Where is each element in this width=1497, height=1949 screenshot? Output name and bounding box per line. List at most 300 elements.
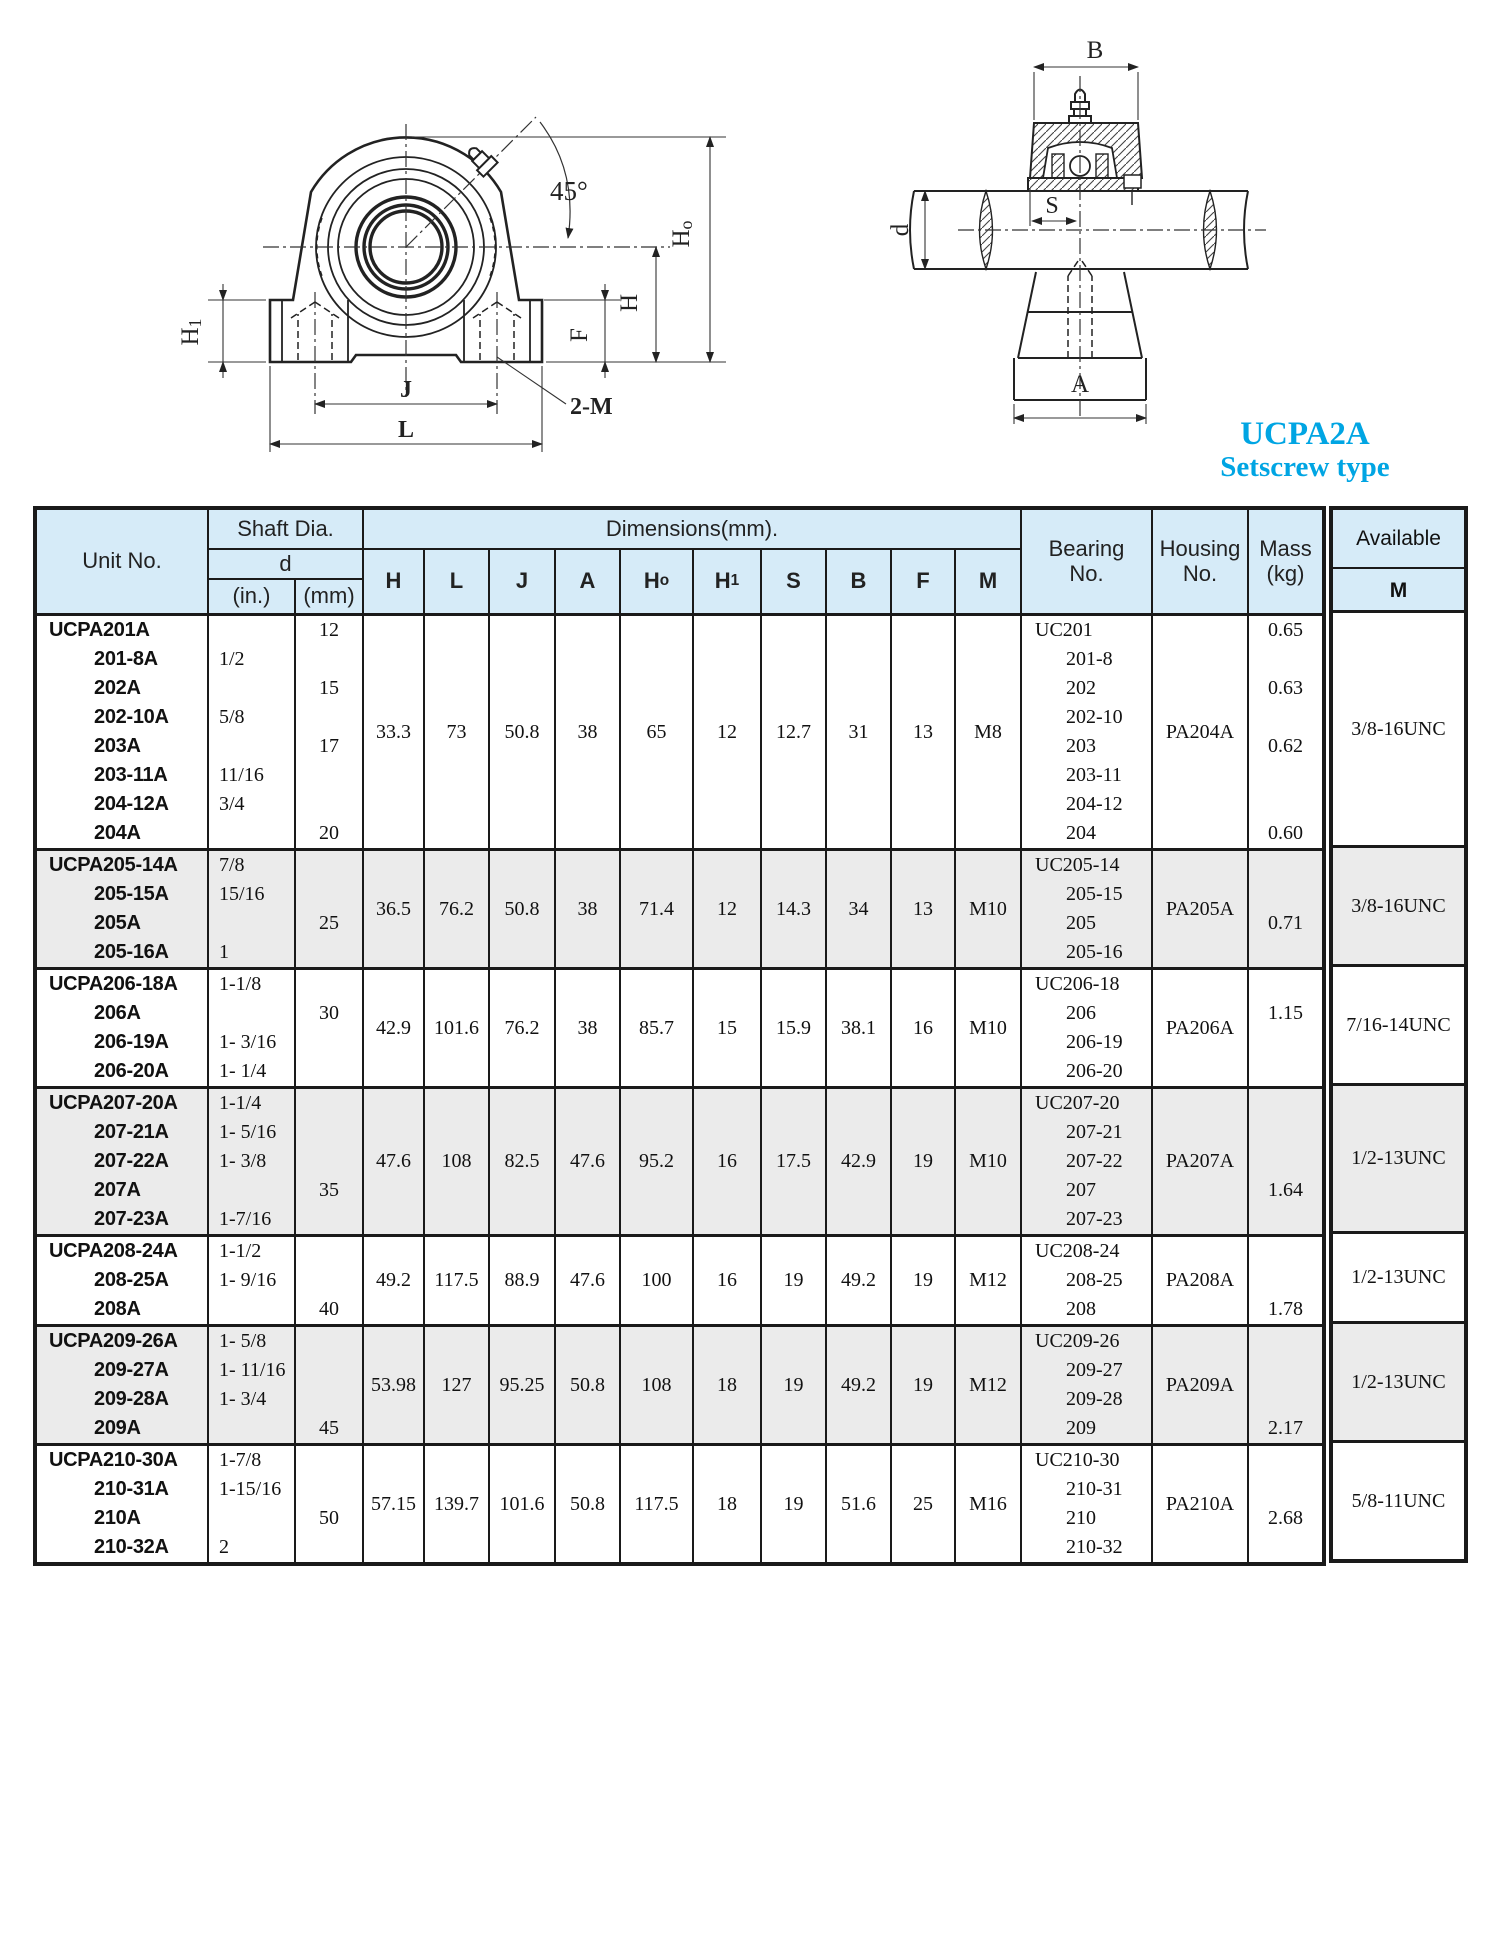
table-row — [37, 1089, 1322, 1237]
cell-line: 1- 3/8 — [219, 1150, 267, 1172]
side-view-drawing — [718, 28, 1280, 432]
shaft-dia-in-cell — [209, 1446, 296, 1562]
bearing-no-value: 206-20 — [1066, 1060, 1123, 1082]
dim-value: 12.7 — [776, 720, 811, 743]
dim-value: 18 — [717, 1373, 737, 1396]
dim-value-cell — [425, 1089, 490, 1234]
cell-line: 1- 1/4 — [219, 1060, 267, 1082]
cell-line — [1249, 970, 1322, 999]
available-value: 1/2-13UNC — [1351, 1147, 1446, 1169]
shaft-dia-mm-cell — [296, 970, 364, 1086]
bearing-no-value: UC209-26 — [1035, 1330, 1120, 1352]
cell-line: 1- 9/16 — [219, 1269, 277, 1291]
dim-ho-label: Ho — [668, 220, 696, 248]
cell-line — [296, 1089, 362, 1118]
bearing-no-value: 202-10 — [1066, 706, 1123, 728]
header-dim-h1: H 1 — [694, 550, 762, 613]
cell-line: 45 — [319, 1417, 339, 1439]
unit-no-value: 202-10A — [94, 706, 169, 728]
header-mm: (mm) — [296, 580, 364, 613]
cell-line — [1249, 1237, 1322, 1266]
header-dim-l: L — [425, 550, 490, 613]
mass-cell — [1249, 1327, 1322, 1443]
shaft-dia-mm-cell — [296, 616, 364, 848]
shaft-dia-in-cell — [209, 1327, 296, 1443]
unit-no-value: 210-32A — [94, 1536, 169, 1558]
dim-value-cell — [556, 1237, 621, 1324]
dim-value: 76.2 — [504, 1016, 540, 1039]
cell-line: 0.71 — [1268, 912, 1303, 934]
unit-no-value: 210-31A — [94, 1478, 169, 1500]
mass-cell — [1249, 1089, 1322, 1234]
dim-value-cell — [892, 1089, 956, 1234]
dim-value-cell — [425, 970, 490, 1086]
dim-s-label: S — [1045, 193, 1059, 219]
header-dim-h: H — [364, 550, 425, 613]
dim-value: 19 — [783, 1269, 804, 1291]
cell-line: 35 — [319, 1179, 339, 1201]
header-housing-no: Housing No. — [1153, 510, 1249, 613]
dim-value-cell — [827, 970, 892, 1086]
dim-value-cell — [762, 1237, 827, 1324]
dim-value-cell — [694, 1327, 762, 1443]
bearing-no-value: 210-31 — [1066, 1478, 1123, 1500]
cell-line — [296, 1385, 362, 1414]
header-shaft-d: d — [209, 550, 364, 580]
dim-value: M10 — [969, 1150, 1007, 1172]
cell-line: 1- 5/8 — [219, 1330, 267, 1352]
dim-value-cell — [364, 970, 425, 1086]
cell-line — [1249, 1533, 1322, 1562]
dim-value-cell — [694, 851, 762, 967]
dim-value-cell — [425, 851, 490, 967]
bearing-ring-right — [1096, 154, 1108, 178]
dim-value: 101.6 — [434, 1016, 479, 1039]
housing-no-value: PA208A — [1165, 1269, 1235, 1291]
unit-no-value: 210A — [94, 1507, 141, 1529]
cell-line: 1.78 — [1268, 1298, 1303, 1320]
dim-value-cell — [364, 616, 425, 848]
cell-line — [1249, 1205, 1322, 1234]
dim-value-cell — [694, 1446, 762, 1562]
header-mass: Mass (kg) — [1259, 536, 1312, 586]
dim-value: 42.9 — [841, 1150, 876, 1172]
dim-value: M10 — [969, 897, 1007, 920]
bearing-no-value: 209-27 — [1066, 1359, 1123, 1381]
cell-line: 1- 3/4 — [219, 1388, 267, 1410]
unit-no-value: 206-20A — [94, 1060, 169, 1082]
header-dim-m: M — [956, 550, 1022, 613]
dim-value: M16 — [969, 1492, 1007, 1515]
dim-value: 31 — [848, 720, 869, 743]
table-row — [37, 970, 1322, 1089]
header-dim-f: F — [892, 550, 956, 613]
cell-line: 1.64 — [1268, 1179, 1303, 1201]
dim-value: M12 — [969, 1269, 1007, 1291]
dim-value: 33.3 — [376, 720, 411, 743]
cell-line — [296, 880, 362, 909]
table-row — [37, 851, 1322, 970]
dim-value-cell — [956, 616, 1022, 848]
cell-line — [296, 970, 362, 999]
dim-value: 85.7 — [639, 1016, 674, 1039]
table-row — [37, 616, 1322, 851]
shaft-dia-in-cell — [209, 851, 296, 967]
bearing-no-value: 206-19 — [1066, 1031, 1123, 1053]
unit-no-value: UCPA207-20A — [49, 1092, 178, 1114]
cell-line — [1249, 790, 1322, 819]
dim-value: 50.8 — [504, 720, 540, 743]
housing-no-value: PA209A — [1165, 1373, 1235, 1396]
unit-no-value: UCPA206-18A — [49, 973, 178, 995]
dim-value-cell — [556, 616, 621, 848]
bearing-no-value: UC208-24 — [1035, 1240, 1120, 1262]
insert-collar — [1028, 178, 1138, 191]
cell-line — [1249, 1327, 1322, 1356]
unit-no-value: 202A — [94, 677, 141, 699]
shaft-dia-mm-cell — [296, 1446, 364, 1562]
angle-label: 45° — [550, 176, 588, 206]
available-value: 3/8-16UNC — [1351, 717, 1446, 740]
dim-value-cell — [892, 970, 956, 1086]
dim-value: 73 — [446, 720, 467, 743]
dim-value: 25 — [913, 1492, 933, 1515]
unit-no-value: 204A — [94, 822, 141, 844]
header-dimensions: Dimensions(mm). — [364, 510, 1022, 550]
dim-value: 18 — [717, 1492, 737, 1515]
dim-value-cell — [694, 970, 762, 1086]
grease-fitting — [463, 142, 497, 176]
available-row — [1333, 848, 1464, 967]
mass-cell — [1249, 1446, 1322, 1562]
cell-line — [296, 1205, 362, 1234]
dim-value-cell — [621, 1446, 694, 1562]
cell-line — [296, 938, 362, 967]
dim-value: 12 — [717, 720, 737, 743]
unit-no-value: 206-19A — [94, 1031, 169, 1053]
bearing-no-cell — [1022, 1237, 1153, 1324]
header-in: (in.) — [209, 580, 296, 613]
unit-no-value: 209A — [94, 1417, 141, 1439]
dim-value-cell — [556, 851, 621, 967]
dim-h1 — [208, 284, 266, 378]
dim-value-cell — [364, 1446, 425, 1562]
dim-value-cell — [490, 970, 556, 1086]
bearing-no-value: 204-12 — [1066, 793, 1123, 815]
dim-value-cell — [956, 1089, 1022, 1234]
header-dim-s: S — [762, 550, 827, 613]
dim-value-cell — [762, 970, 827, 1086]
unit-no-cell — [37, 1237, 209, 1324]
dim-value: 49.2 — [841, 1269, 876, 1291]
cell-line: 2.68 — [1268, 1507, 1303, 1529]
dim-value: 19 — [913, 1269, 933, 1291]
cell-line — [296, 1118, 362, 1147]
available-row — [1333, 1086, 1464, 1234]
cell-line: 40 — [319, 1298, 339, 1320]
dim-value-cell — [621, 1089, 694, 1234]
dim-value-cell — [762, 1327, 827, 1443]
dim-value-cell — [956, 851, 1022, 967]
dim-value: 47.6 — [570, 1269, 605, 1291]
housing-no-cell — [1153, 1237, 1249, 1324]
dim-value-cell — [556, 970, 621, 1086]
dim-value-cell — [827, 1327, 892, 1443]
cell-line: 12 — [319, 619, 339, 641]
unit-no-value: UCPA201A — [49, 619, 150, 641]
cell-line — [296, 645, 362, 674]
bearing-no-cell — [1022, 616, 1153, 848]
unit-no-value: 205A — [94, 912, 141, 934]
dim-value: 15.9 — [776, 1016, 811, 1039]
dim-value-cell — [621, 1237, 694, 1324]
mass-cell — [1249, 851, 1322, 967]
dim-value: 108 — [441, 1150, 472, 1172]
cell-line — [296, 703, 362, 732]
housing-no-cell — [1153, 970, 1249, 1086]
shaft-dia-mm-cell — [296, 1327, 364, 1443]
header-dim-ho: H o — [621, 550, 694, 613]
bearing-no-value: UC206-18 — [1035, 973, 1120, 995]
cell-line: 5/8 — [219, 706, 245, 728]
bearing-ring-left — [1052, 154, 1064, 178]
bearing-no-value: 205-15 — [1066, 883, 1123, 905]
available-row — [1333, 613, 1464, 848]
cell-line: 0.63 — [1268, 677, 1303, 699]
mass-cell — [1249, 1237, 1322, 1324]
cell-line — [1249, 1028, 1322, 1057]
header-shaft-dia: Shaft Dia. — [209, 510, 364, 550]
dim-value: 71.4 — [639, 897, 674, 920]
unit-no-cell — [37, 1089, 209, 1234]
dim-value-cell — [827, 851, 892, 967]
header-available-m: M — [1389, 579, 1408, 602]
cell-line — [296, 851, 362, 880]
bearing-no-value: UC201 — [1035, 619, 1093, 641]
dim-value-cell — [892, 1327, 956, 1443]
cell-line — [296, 1266, 362, 1295]
dim-h-label: H — [616, 293, 643, 313]
dim-value: 53.98 — [371, 1373, 416, 1396]
dim-value-cell — [892, 616, 956, 848]
available-row — [1333, 1234, 1464, 1324]
dim-value-cell — [490, 1237, 556, 1324]
header-dim-a: A — [556, 550, 621, 613]
dim-value-cell — [425, 616, 490, 848]
cell-line — [1249, 851, 1322, 880]
dim-value-cell — [556, 1446, 621, 1562]
dim-value: 16 — [913, 1016, 933, 1039]
unit-no-value: 205-15A — [94, 883, 169, 905]
dim-value-cell — [425, 1237, 490, 1324]
housing-no-cell — [1153, 616, 1249, 848]
table-row — [37, 1446, 1322, 1562]
dim-value: 82.5 — [504, 1150, 540, 1172]
header-dim-j: J — [490, 550, 556, 613]
cell-line: 1.15 — [1268, 1002, 1303, 1024]
dim-value: 50.8 — [504, 897, 540, 920]
dim-value: 49.2 — [841, 1373, 876, 1396]
cell-line: 3/4 — [219, 793, 245, 815]
available-value: 7/16-14UNC — [1346, 1013, 1451, 1036]
dim-value: 47.6 — [570, 1150, 605, 1172]
housing-no-cell — [1153, 851, 1249, 967]
cell-line — [209, 616, 294, 645]
shaft-dia-in-cell — [209, 1089, 296, 1234]
page-subtitle: Setscrew type — [1220, 450, 1390, 483]
dim-value: 38 — [577, 1016, 598, 1039]
available-table-header — [1333, 510, 1464, 613]
cell-line — [296, 1475, 362, 1504]
dim-value-cell — [892, 851, 956, 967]
cell-line — [1249, 1446, 1322, 1475]
bearing-no-value: 208-25 — [1066, 1269, 1123, 1291]
dim-value: 15 — [717, 1016, 737, 1039]
unit-no-value: UCPA210-30A — [49, 1449, 178, 1471]
bearing-no-cell — [1022, 1089, 1153, 1234]
bearing-no-value: 204 — [1066, 822, 1096, 844]
cell-line: 50 — [319, 1507, 339, 1529]
unit-no-value: 207A — [94, 1179, 141, 1201]
housing-no-cell — [1153, 1446, 1249, 1562]
bearing-no-value: 209 — [1066, 1417, 1096, 1439]
dim-value: 100 — [641, 1269, 672, 1291]
dim-value-cell — [490, 1089, 556, 1234]
available-value: 5/8-11UNC — [1351, 1489, 1446, 1512]
cell-line — [1249, 1118, 1322, 1147]
unit-no-value: 206A — [94, 1002, 141, 1024]
bearing-no-value: 206 — [1066, 1002, 1096, 1024]
unit-no-cell — [37, 1446, 209, 1562]
cell-line: 2.17 — [1268, 1417, 1303, 1439]
dim-value-cell — [364, 1327, 425, 1443]
bearing-no-value: UC205-14 — [1035, 854, 1120, 876]
unit-no-cell — [37, 970, 209, 1086]
header-dim-b: B — [827, 550, 892, 613]
cell-line — [1249, 1385, 1322, 1414]
dim-d-label: d — [887, 223, 914, 237]
unit-no-value: UCPA205-14A — [49, 854, 178, 876]
bearing-no-value: 203-11 — [1066, 764, 1122, 786]
unit-no-value: 208-25A — [94, 1269, 169, 1291]
dim-value: M10 — [969, 1016, 1007, 1039]
cell-line: 1-7/16 — [219, 1208, 272, 1230]
bearing-no-value: 207-22 — [1066, 1150, 1123, 1172]
dim-value-cell — [490, 1446, 556, 1562]
shaft-dia-in-cell — [209, 970, 296, 1086]
dim-value-cell — [490, 1327, 556, 1443]
center-lines — [263, 117, 670, 414]
housing-no-cell — [1153, 1327, 1249, 1443]
dim-value: 117.5 — [434, 1269, 479, 1291]
page-title: UCPA2A — [1240, 416, 1370, 452]
dim-value: 50.8 — [570, 1373, 605, 1396]
dim-f-label: F — [566, 328, 593, 342]
dim-value: 38.1 — [841, 1016, 876, 1039]
dim-value-cell — [621, 1327, 694, 1443]
shaft-dia-mm-cell — [296, 1237, 364, 1324]
unit-no-cell — [37, 851, 209, 967]
dim-value-cell — [956, 970, 1022, 1086]
dim-value-cell — [827, 1237, 892, 1324]
dim-value: 117.5 — [634, 1492, 679, 1515]
available-value: 1/2-13UNC — [1351, 1370, 1446, 1393]
dim-value-cell — [827, 1446, 892, 1562]
cell-line: 1- 5/16 — [219, 1121, 277, 1143]
cell-line — [1249, 761, 1322, 790]
bearing-no-cell — [1022, 970, 1153, 1086]
dim-value: 57.15 — [371, 1492, 416, 1515]
mass-cell — [1249, 616, 1322, 848]
cell-line — [1249, 1266, 1322, 1295]
cell-line: 0.60 — [1268, 822, 1303, 844]
dim-value: 127 — [441, 1373, 472, 1396]
spec-table-header — [37, 510, 1322, 616]
cell-line: 25 — [319, 912, 339, 934]
dim-value-cell — [762, 616, 827, 848]
cell-line: 2 — [219, 1536, 229, 1558]
cell-line — [1249, 1147, 1322, 1176]
bearing-no-value: 207 — [1066, 1179, 1096, 1201]
dim-value-cell — [694, 1237, 762, 1324]
dim-value-cell — [892, 1446, 956, 1562]
cell-line: 1 — [219, 941, 229, 963]
cell-line — [209, 819, 294, 848]
dim-value-cell — [762, 1446, 827, 1562]
bearing-no-value: 205 — [1066, 912, 1096, 934]
dim-value: 12 — [717, 897, 737, 920]
bearing-no-cell — [1022, 1446, 1153, 1562]
dim-value: 51.6 — [841, 1492, 876, 1515]
dim-value-cell — [490, 616, 556, 848]
header-bearing-no: Bearing No. — [1022, 510, 1153, 613]
cell-line — [296, 761, 362, 790]
shaft-dia-in-cell — [209, 616, 296, 848]
cell-line — [296, 1057, 362, 1086]
dim-value-cell — [621, 616, 694, 848]
dim-value-cell — [762, 1089, 827, 1234]
dim-value-cell — [621, 970, 694, 1086]
dim-value: M12 — [969, 1373, 1007, 1396]
dim-value-cell — [364, 851, 425, 967]
cell-line: 0.62 — [1268, 735, 1303, 757]
dim-value: 95.2 — [639, 1150, 674, 1172]
bearing-no-value: 209-28 — [1066, 1388, 1123, 1410]
bearing-no-value: 207-21 — [1066, 1121, 1123, 1143]
dim-h1-label: H1 — [177, 318, 205, 346]
available-table-body — [1333, 613, 1464, 1559]
dim-value-cell — [956, 1446, 1022, 1562]
dim-value: 16 — [717, 1150, 737, 1172]
dim-value-cell — [425, 1327, 490, 1443]
housing-no-cell — [1153, 1089, 1249, 1234]
cell-line: 1-15/16 — [219, 1478, 282, 1500]
table-row — [37, 1237, 1322, 1327]
dim-value: 19 — [913, 1150, 933, 1172]
front-view-drawing — [138, 52, 738, 484]
bearing-no-value: 207-23 — [1066, 1208, 1123, 1230]
unit-no-value: 203A — [94, 735, 141, 757]
cell-line: 20 — [319, 822, 339, 844]
bearing-no-value: 203 — [1066, 735, 1096, 757]
dim-value-cell — [956, 1237, 1022, 1324]
dim-value: 50.8 — [570, 1492, 605, 1515]
cell-line: 1-1/8 — [219, 973, 262, 995]
dim-value: 17.5 — [776, 1150, 811, 1172]
unit-no-value: 208A — [94, 1298, 141, 1320]
cell-line: 7/8 — [219, 854, 245, 876]
dim-value: 14.3 — [776, 897, 811, 920]
